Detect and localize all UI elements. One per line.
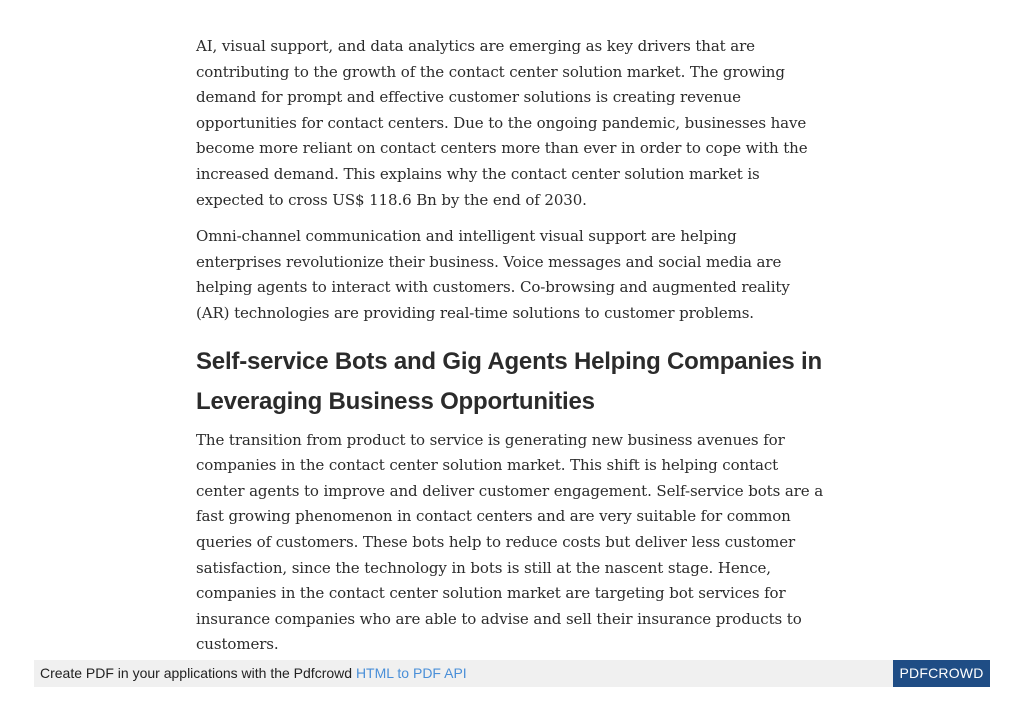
pdfcrowd-footer <box>34 660 990 687</box>
footer-text <box>40 665 467 681</box>
pdfcrowd-badge[interactable]: PDFCROWD <box>893 660 990 687</box>
html-to-pdf-api-link[interactable]: HTML to PDF API <box>355 665 467 681</box>
article-paragraph: AI, visual support, and data analytics are emerging as key drivers that are contributing to the growth of the contact center solution market. The growing demand for prompt and effective customer solutions is creating revenue opportunities for contact centers. Due to the ongoing pandemic, businesses have become more reliant on contact centers more than ever in order to cope with the increased demand. This explains why the contact center solution market is expected to cross US$ 118.6 Bn by the end of 2030. <box>196 37 808 209</box>
article-paragraph: The transition from product to service is generating new business avenues for companies in the contact center solution market. This shift is helping contact center agents to improve and deliver customer engagement. Self-service bots are a fast growing phenomenon in contact centers and are very suitable for common queries of customers. These bots help to reduce costs but deliver less customer satisfaction, since the technology in bots is still at the nascent stage. Hence, companies in the contact center solution market are targeting bot services for insurance companies who are able to advise and sell their insurance products to customers. <box>196 430 824 654</box>
article-body <box>196 34 826 658</box>
article-paragraph: Omni-channel communication and intelligent visual support are helping enterprises revolutionize their business. Voice messages and social media are helping agents to interact with customers. Co-browsing and augmented reality (AR) technologies are providing real-time solutions to customer problems. <box>196 227 790 322</box>
section-heading: Self-service Bots and Gig Agents Helping Companies in Leveraging Business Opportunities <box>196 347 822 416</box>
footer-caption: Create PDF in your applications with the Pdfcrowd <box>40 665 356 681</box>
